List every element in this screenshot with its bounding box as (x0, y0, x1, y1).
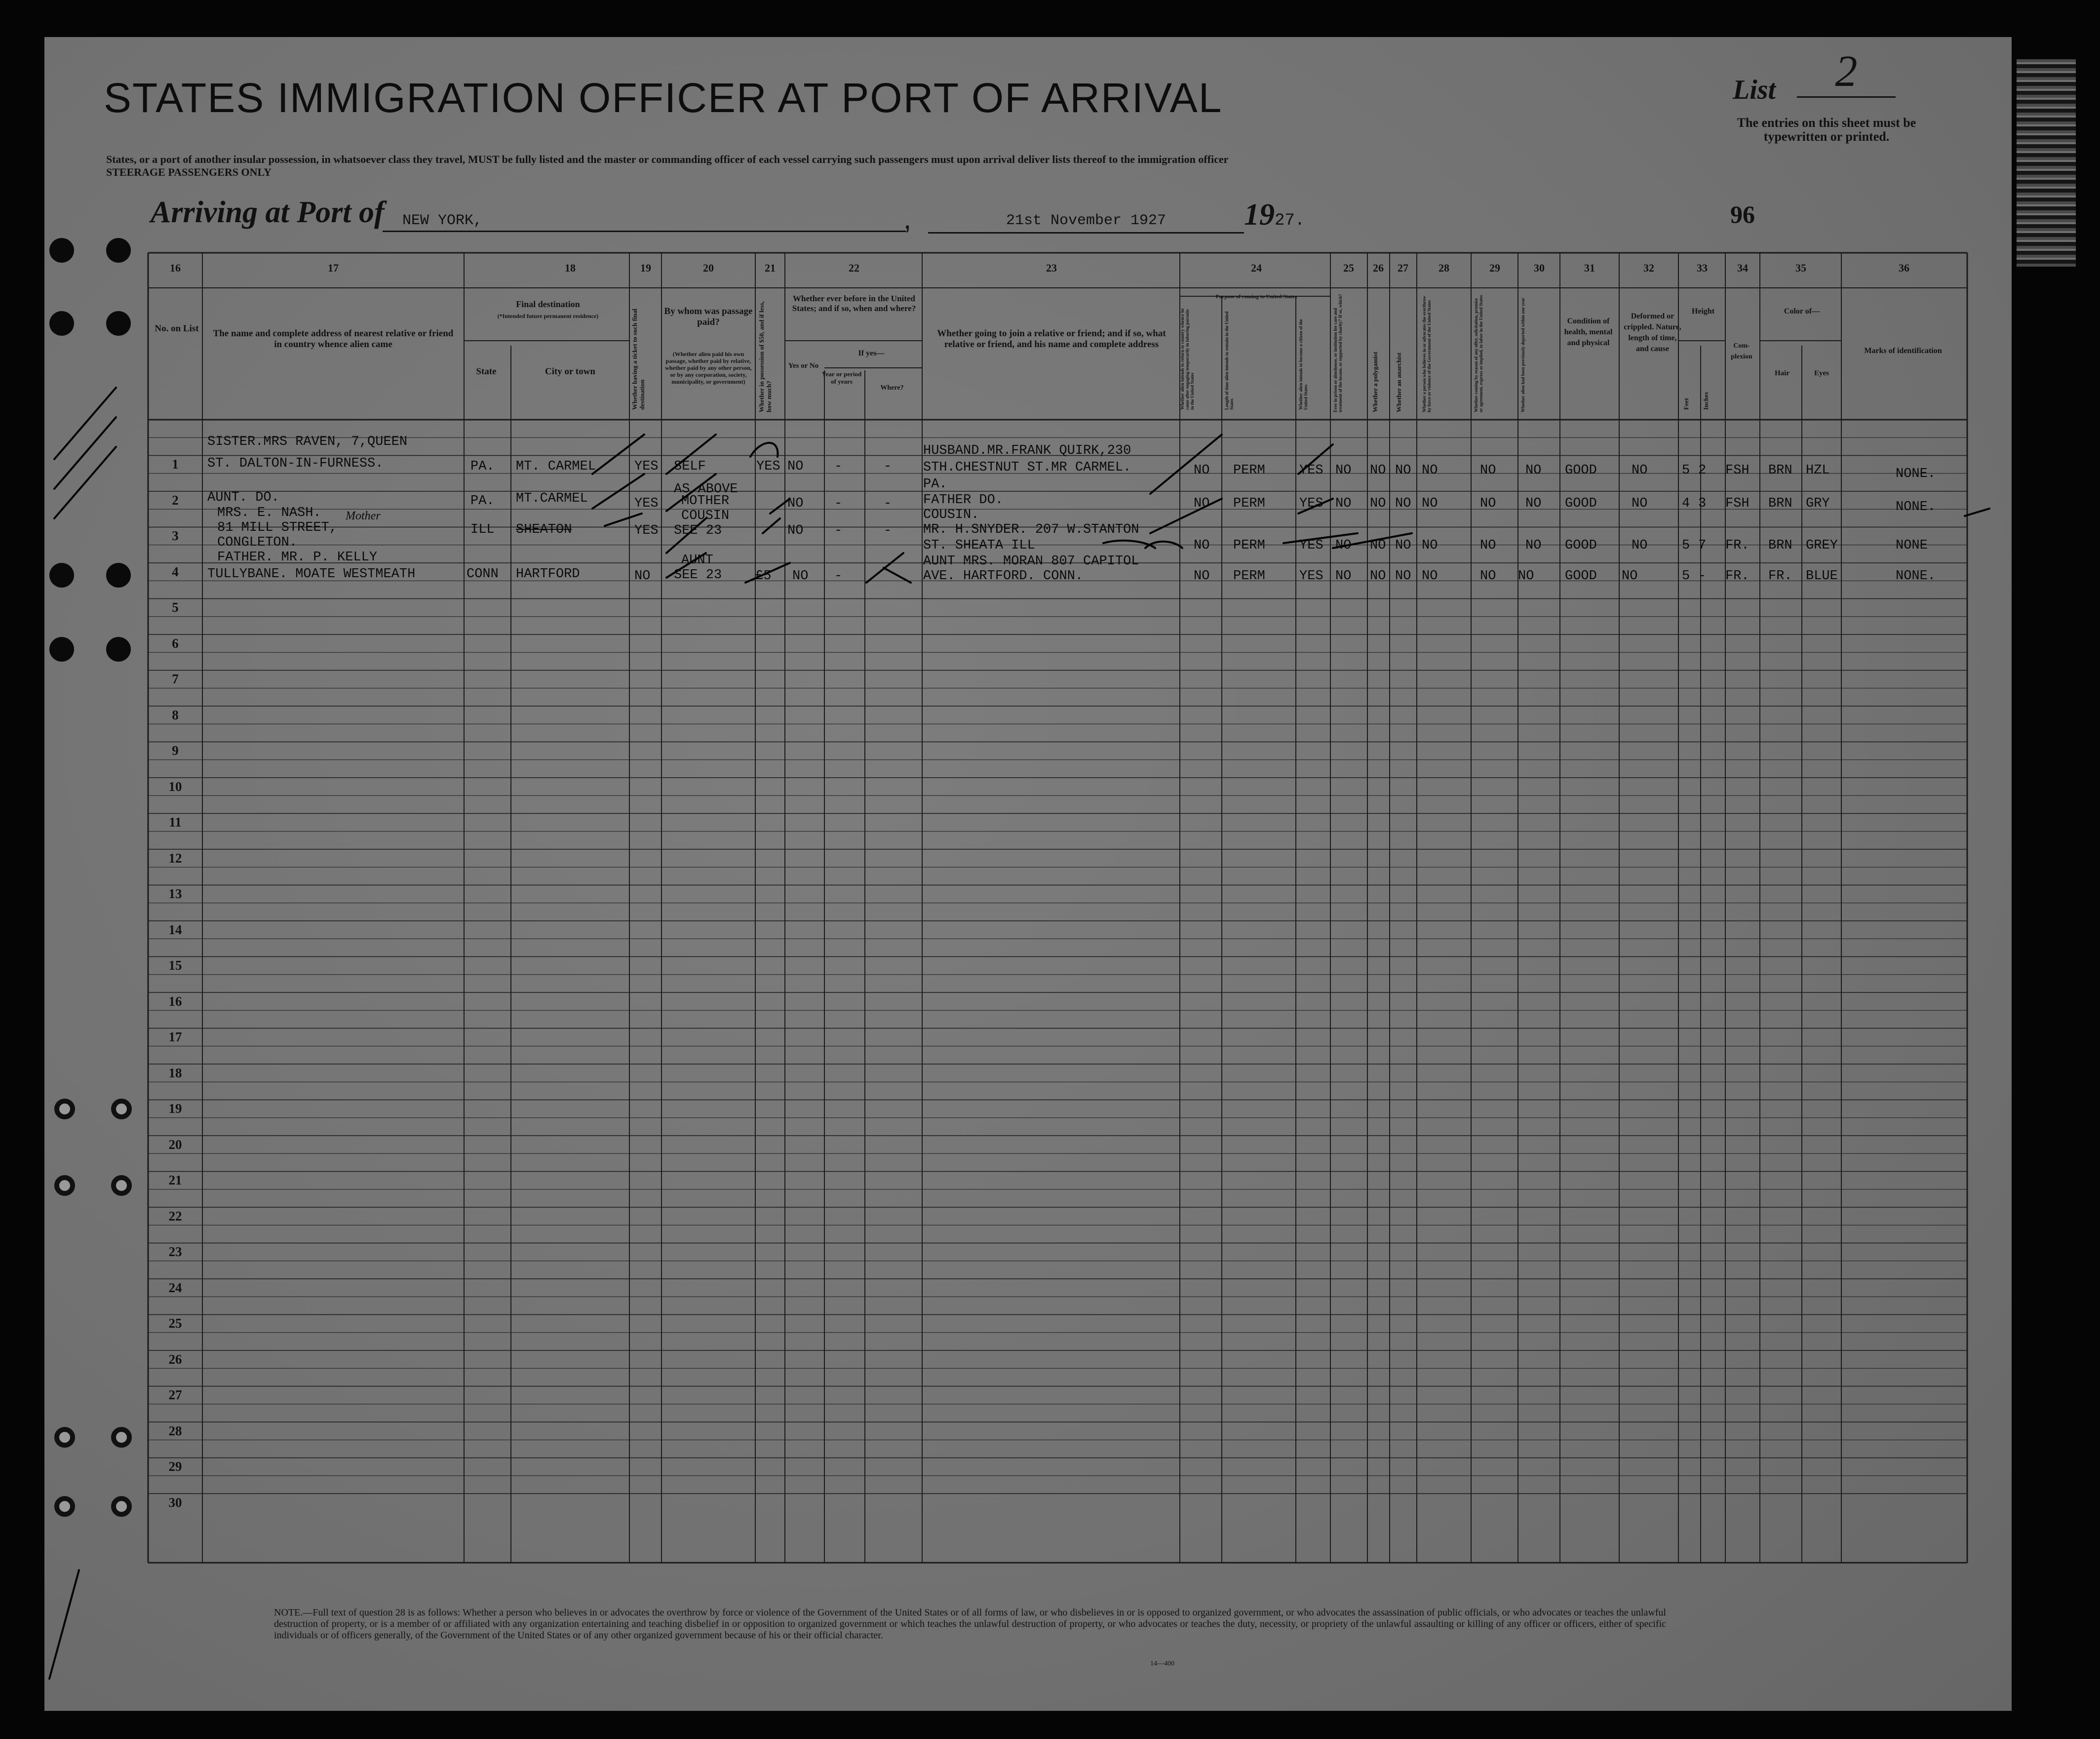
port-field: NEW YORK, (383, 212, 906, 232)
deported: NO (1525, 496, 1542, 511)
ticket: YES (634, 459, 659, 474)
height-feet: 5 (1682, 569, 1690, 584)
ever-before: NO (792, 569, 809, 584)
join-relative: FATHER DO. (923, 493, 1004, 508)
where: - (884, 496, 892, 511)
deformed: NO (1632, 496, 1648, 511)
ever-before: NO (787, 459, 804, 474)
overthrow: NO (1422, 496, 1438, 511)
column-number: 34 (1737, 262, 1748, 274)
margin-mark (1965, 509, 1989, 516)
purpose-length: PERM (1233, 569, 1265, 584)
purpose-return: NO (1194, 496, 1210, 511)
header-passage-paid: By whom was passage paid? (664, 306, 753, 327)
column-number: 27 (1398, 262, 1408, 274)
ever-before: NO (787, 523, 804, 538)
header-join-relative: Whether going to join a relative or friend; and if so, what relative or friend, and his name and complete address (937, 328, 1166, 350)
form-number: 14—400 (1150, 1660, 1174, 1667)
height-feet: 5 (1682, 463, 1690, 478)
row-number: 5 (172, 600, 179, 615)
relative-address: ST. DALTON-IN-FURNESS. (207, 456, 384, 471)
header-polygamist: Whether a polygamist (1371, 352, 1379, 412)
passage-paid: MOTHER (681, 494, 730, 509)
join-relative: COUSIN. (923, 508, 979, 522)
relative-address: CONGLETON. (217, 535, 298, 550)
row-number: 30 (168, 1495, 182, 1510)
marks: NONE. (1896, 500, 1936, 514)
ticket: NO (634, 569, 651, 584)
header-health: Condition of health, mental and physical (1564, 317, 1613, 347)
join-relative: HUSBAND.MR.FRANK QUIRK,230 (923, 443, 1131, 458)
margin-stroke (54, 388, 116, 459)
check-mark (1298, 499, 1333, 514)
join-relative: STH.CHESTNUT ST.MR CARMEL. (923, 460, 1131, 475)
check-mark (763, 499, 790, 533)
ever-before: NO (787, 496, 804, 511)
row-number: 7 (172, 672, 179, 686)
instructions-text: States, or a port of another insular possession, in whatsoever class they travel, MUST be fully listed and the master or commanding officer of each vessel carrying such passengers must upon arrival deliver lists thereof to the immigration officer STEERAGE PASSENGERS ONLY (106, 153, 1229, 178)
column-number: 20 (703, 262, 714, 274)
height-inches: 7 (1698, 538, 1707, 553)
check-mark (1150, 499, 1222, 533)
complexion: FSH (1725, 463, 1750, 478)
row-number: 6 (172, 635, 179, 651)
column-number: 16 (170, 262, 181, 274)
header-deported: Whether alien had been previously deported within one year (1520, 297, 1525, 412)
header-where: Where? (880, 384, 904, 392)
contract: NO (1480, 496, 1496, 511)
deported: NO (1518, 569, 1534, 584)
header-ticket: Whether having a ticket to such final destination (631, 309, 646, 410)
header-purpose-return: Whether alien intends to return to country whence he came after engaging temporarily in laboring pursuits in the United States (1180, 308, 1195, 410)
period: - (834, 569, 843, 584)
header-feet: Feet (1682, 398, 1690, 410)
eye-color: BLUE (1806, 569, 1838, 584)
row-number: 18 (168, 1065, 182, 1080)
deported: NO (1525, 463, 1542, 478)
ticket: YES (634, 523, 659, 538)
margin-stroke (54, 417, 116, 489)
header-purpose: Purpose of coming to United States (1215, 294, 1297, 300)
column-number: 28 (1439, 262, 1449, 274)
complexion: FR. (1725, 538, 1750, 553)
health: GOOD (1565, 538, 1597, 553)
header-height: Height (1691, 307, 1715, 316)
header-money: Whether in possession of $50, and if less, how much? (758, 301, 773, 412)
overthrow: NO (1422, 569, 1438, 584)
prison: NO (1335, 463, 1352, 478)
prison: NO (1335, 538, 1352, 553)
period: - (834, 523, 843, 538)
check-mark (745, 563, 790, 583)
period: - (834, 459, 843, 474)
row-number: 12 (168, 850, 182, 866)
header-city: City or town (544, 366, 596, 377)
row-number: 21 (168, 1173, 182, 1187)
health: GOOD (1565, 496, 1597, 511)
column-number: 19 (640, 262, 651, 274)
relative-address: 81 MILL STREET, (217, 520, 338, 535)
check-mark (666, 435, 716, 474)
polygamist: NO (1370, 569, 1386, 584)
check-mark (1298, 444, 1333, 474)
relative-address: AUNT. DO. (207, 490, 279, 505)
row-number: 2 (172, 492, 179, 508)
passage-paid: SEE 23 (674, 568, 722, 583)
ticket: YES (634, 496, 659, 511)
overthrow: NO (1422, 538, 1438, 553)
list-number: 2 (1797, 47, 1896, 98)
header-passage-note: (Whether alien paid his own passage, whether paid by relative, whether paid by any other person, or by any corporation, society, municipality, or government) (665, 351, 752, 385)
column-number: 31 (1584, 262, 1595, 274)
marks: NONE (1896, 538, 1928, 553)
where: - (884, 459, 892, 474)
column-number: 24 (1251, 262, 1262, 274)
row-number: 9 (172, 743, 179, 758)
anarchist: NO (1395, 463, 1411, 478)
row-number: 3 (172, 528, 179, 543)
height-feet: 5 (1682, 538, 1690, 553)
purpose-return: NO (1194, 538, 1210, 553)
arriving-label: Arriving at Port of (151, 196, 385, 229)
where: - (884, 523, 892, 538)
row-number: 14 (168, 922, 182, 937)
row-number: 1 (172, 457, 179, 472)
purpose-citizen: YES (1299, 538, 1323, 553)
dest-state: PA. (470, 459, 495, 474)
handwritten-amount (750, 443, 778, 457)
row-number: 20 (168, 1137, 182, 1152)
passage-paid: AS ABOVE (674, 482, 738, 497)
header-overthrow: Whether a person who believes in or advocates the overthrow by force or violence of the Government of the United States (1422, 296, 1432, 412)
purpose-return: NO (1194, 463, 1210, 478)
row-number: 4 (172, 564, 179, 579)
health: GOOD (1565, 569, 1597, 584)
join-relative: AVE. HARTFORD. CONN. (923, 569, 1084, 584)
passage-paid: COUSIN (681, 509, 730, 523)
row-number: 11 (169, 815, 182, 830)
complexion: FR. (1725, 569, 1750, 584)
deported: NO (1525, 538, 1542, 553)
header-anarchist: Whether an anarchist (1395, 353, 1402, 412)
purpose-citizen: YES (1299, 496, 1323, 511)
header-nearest-relative: The name and complete address of nearest relative or friend in country whence alien came (213, 328, 454, 350)
row-number: 13 (168, 886, 182, 901)
row-number: 8 (172, 707, 179, 722)
entries-instruction: The entries on this sheet must be typewritten or printed. (1737, 116, 1916, 144)
row-number: 16 (168, 993, 182, 1009)
row-number: 10 (168, 779, 182, 794)
check-mark (1150, 435, 1222, 494)
row-number: 28 (168, 1423, 182, 1438)
period: - (834, 496, 843, 511)
purpose-return: NO (1194, 569, 1210, 584)
header-color-of: Color of— (1784, 307, 1820, 316)
passage-paid: SEE 23 (674, 523, 722, 538)
purpose-citizen: YES (1299, 569, 1323, 584)
passage-paid: SELF (674, 459, 706, 474)
hair-color: BRN (1768, 538, 1792, 553)
check-mark (605, 514, 642, 526)
hair-color: BRN (1768, 496, 1792, 511)
column-number: 30 (1534, 262, 1545, 274)
header-contract: Whether coming by reason of any offer, solicitation, promise or agreement, express or implied, to labor in the United States (1474, 295, 1483, 412)
check-mark (1283, 533, 1358, 543)
contract: NO (1480, 569, 1496, 584)
handwritten-initials (866, 553, 911, 583)
row-number: 27 (168, 1387, 182, 1402)
height-inches: 3 (1698, 496, 1707, 511)
eye-color: GRY (1806, 496, 1830, 511)
column-number: 26 (1373, 262, 1384, 274)
row-number: 22 (168, 1208, 182, 1224)
join-relative: MR. H.SNYDER. 207 W.STANTON (923, 522, 1139, 537)
passage-paid: AUNT (681, 553, 713, 568)
header-period: Year or period of years (821, 370, 862, 385)
purpose-citizen: YES (1299, 463, 1323, 478)
height-feet: 4 (1682, 496, 1690, 511)
purpose-length: PERM (1233, 463, 1265, 478)
header-no-on-list: No. on List (155, 323, 199, 334)
money: YES (756, 459, 780, 474)
relative-address: MRS. E. NASH. (217, 506, 321, 520)
footnote: NOTE.—Full text of question 28 is as follows: Whether a person who believes in or advocates the overthrow by force or violence of the Government of the United States or of all forms of law, or who disbelieves in or is opposed to organized government, or who advocates the assassination of public officials, or who advocates or teaches the unlawful destruction of property, or is a member of or affiliated with any organization entertaining and teaching disbelief in or opposition to organized government or which teaches the unlawful destruction of property, or who advocates or teaches the duty, necessity, or propriety of the unlawful assaulting or killing of any officer or officers, either of specific individuals or of officers generally, of the Government of the United States or of any other organized government because of his or their official character. (274, 1607, 1666, 1641)
column-number: 23 (1046, 262, 1057, 274)
relative-address: SISTER.MRS RAVEN, 7,QUEEN (207, 435, 408, 449)
column-number: 36 (1899, 262, 1909, 274)
relative-address: TULLYBANE. MOATE WESTMEATH (207, 567, 416, 582)
height-inches: 2 (1698, 463, 1707, 478)
header-ever-before: Whether ever before in the United States; and if so, when and where? (792, 294, 916, 313)
dest-state: CONN (467, 567, 499, 582)
column-number: 33 (1697, 262, 1708, 274)
marks: NONE. (1896, 569, 1936, 584)
header-inches: Inches (1702, 392, 1710, 410)
column-number: 25 (1343, 262, 1354, 274)
anarchist: NO (1395, 569, 1411, 584)
page-title: STATES IMMIGRATION OFFICER AT PORT OF ARRIVAL (104, 75, 1223, 121)
header-final-destination: Final destination (*Intended future permanent residence) (497, 299, 599, 319)
dest-city: SHEATON (516, 522, 572, 537)
hair-color: FR. (1768, 569, 1792, 584)
column-number: 35 (1795, 262, 1806, 274)
column-number: 29 (1489, 262, 1500, 274)
purpose-length: PERM (1233, 496, 1265, 511)
header-marks: Marks of identification (1864, 347, 1942, 355)
marks: NONE. (1896, 467, 1936, 481)
height-inches: - (1698, 569, 1707, 584)
row-number: 17 (168, 1029, 182, 1044)
header-purpose-length: Length of time alien intends to remain in the United States (1224, 311, 1234, 410)
header-complexion: Com-plexion (1731, 342, 1752, 360)
relative-note: Mother (346, 510, 381, 522)
purpose-length: PERM (1233, 538, 1265, 553)
column-number: 32 (1643, 262, 1654, 274)
eye-color: HZL (1806, 463, 1830, 478)
dest-city: HARTFORD (516, 567, 580, 582)
check-mark (666, 474, 716, 511)
margin-stroke (54, 447, 116, 518)
check-mark (592, 474, 644, 509)
health: GOOD (1565, 463, 1597, 478)
header-yes-no: Yes or No (788, 362, 819, 370)
row-number: 29 (168, 1459, 182, 1474)
dest-city: MT. CARMEL (516, 459, 596, 474)
header-if-yes: If yes— (858, 349, 885, 357)
dest-city: MT.CARMEL (516, 491, 588, 506)
check-mark (592, 435, 644, 474)
anarchist: NO (1395, 496, 1411, 511)
header-eyes: Eyes (1814, 369, 1829, 377)
column-number: 18 (565, 262, 576, 274)
margin-stroke (49, 1570, 79, 1679)
deformed: NO (1632, 463, 1648, 478)
join-relative-state: PA. (923, 477, 947, 492)
dest-state: ILL (470, 522, 495, 537)
year-field: 1927. (1244, 198, 1305, 232)
money: £5 (755, 569, 772, 584)
polygamist: NO (1370, 538, 1386, 553)
eye-color: GREY (1806, 538, 1838, 553)
deformed: NO (1632, 538, 1648, 553)
row-number: 15 (168, 958, 182, 973)
contract: NO (1480, 463, 1496, 478)
hair-color: BRN (1768, 463, 1792, 478)
check-mark (666, 518, 706, 553)
column-number: 17 (328, 262, 339, 274)
relative-address: FATHER. MR. P. KELLY (217, 550, 378, 565)
row-number: 23 (168, 1244, 182, 1259)
prison: NO (1335, 569, 1352, 584)
overthrow: NO (1422, 463, 1438, 478)
header-prison: Ever in prison or almshouse, or institution for care and treatment of the insane, or supported by charity? If so, which? (1333, 294, 1343, 412)
row-number: 19 (168, 1101, 182, 1116)
header-deformed: Deformed or crippled. Nature, length of time, and cause (1624, 312, 1681, 353)
join-relative: AUNT MRS. MORAN 807 CAPITOL (923, 554, 1139, 569)
join-relative: ST. SHEATA ILL (923, 538, 1035, 553)
row-number: 24 (168, 1280, 182, 1295)
header-state: State (476, 366, 497, 377)
date-field: 21st November 1927 (928, 212, 1244, 234)
row-number: 26 (168, 1351, 182, 1367)
column-number: 22 (849, 262, 859, 274)
check-mark (666, 553, 706, 578)
header-purpose-citizen: Whether alien intends to become a citizen of the United States (1298, 319, 1308, 410)
prison: NO (1335, 496, 1352, 511)
column-number: 21 (765, 262, 776, 274)
row-number: 25 (168, 1316, 182, 1331)
header-hair: Hair (1775, 369, 1789, 377)
polygamist: NO (1370, 463, 1386, 478)
complexion: FSH (1725, 496, 1750, 511)
anarchist: NO (1395, 538, 1411, 553)
page-number: 96 (1730, 200, 1755, 228)
deformed: NO (1622, 569, 1638, 584)
dest-state: PA. (470, 494, 495, 509)
list-label: List (1733, 75, 1776, 105)
contract: NO (1480, 538, 1496, 553)
polygamist: NO (1370, 496, 1386, 511)
